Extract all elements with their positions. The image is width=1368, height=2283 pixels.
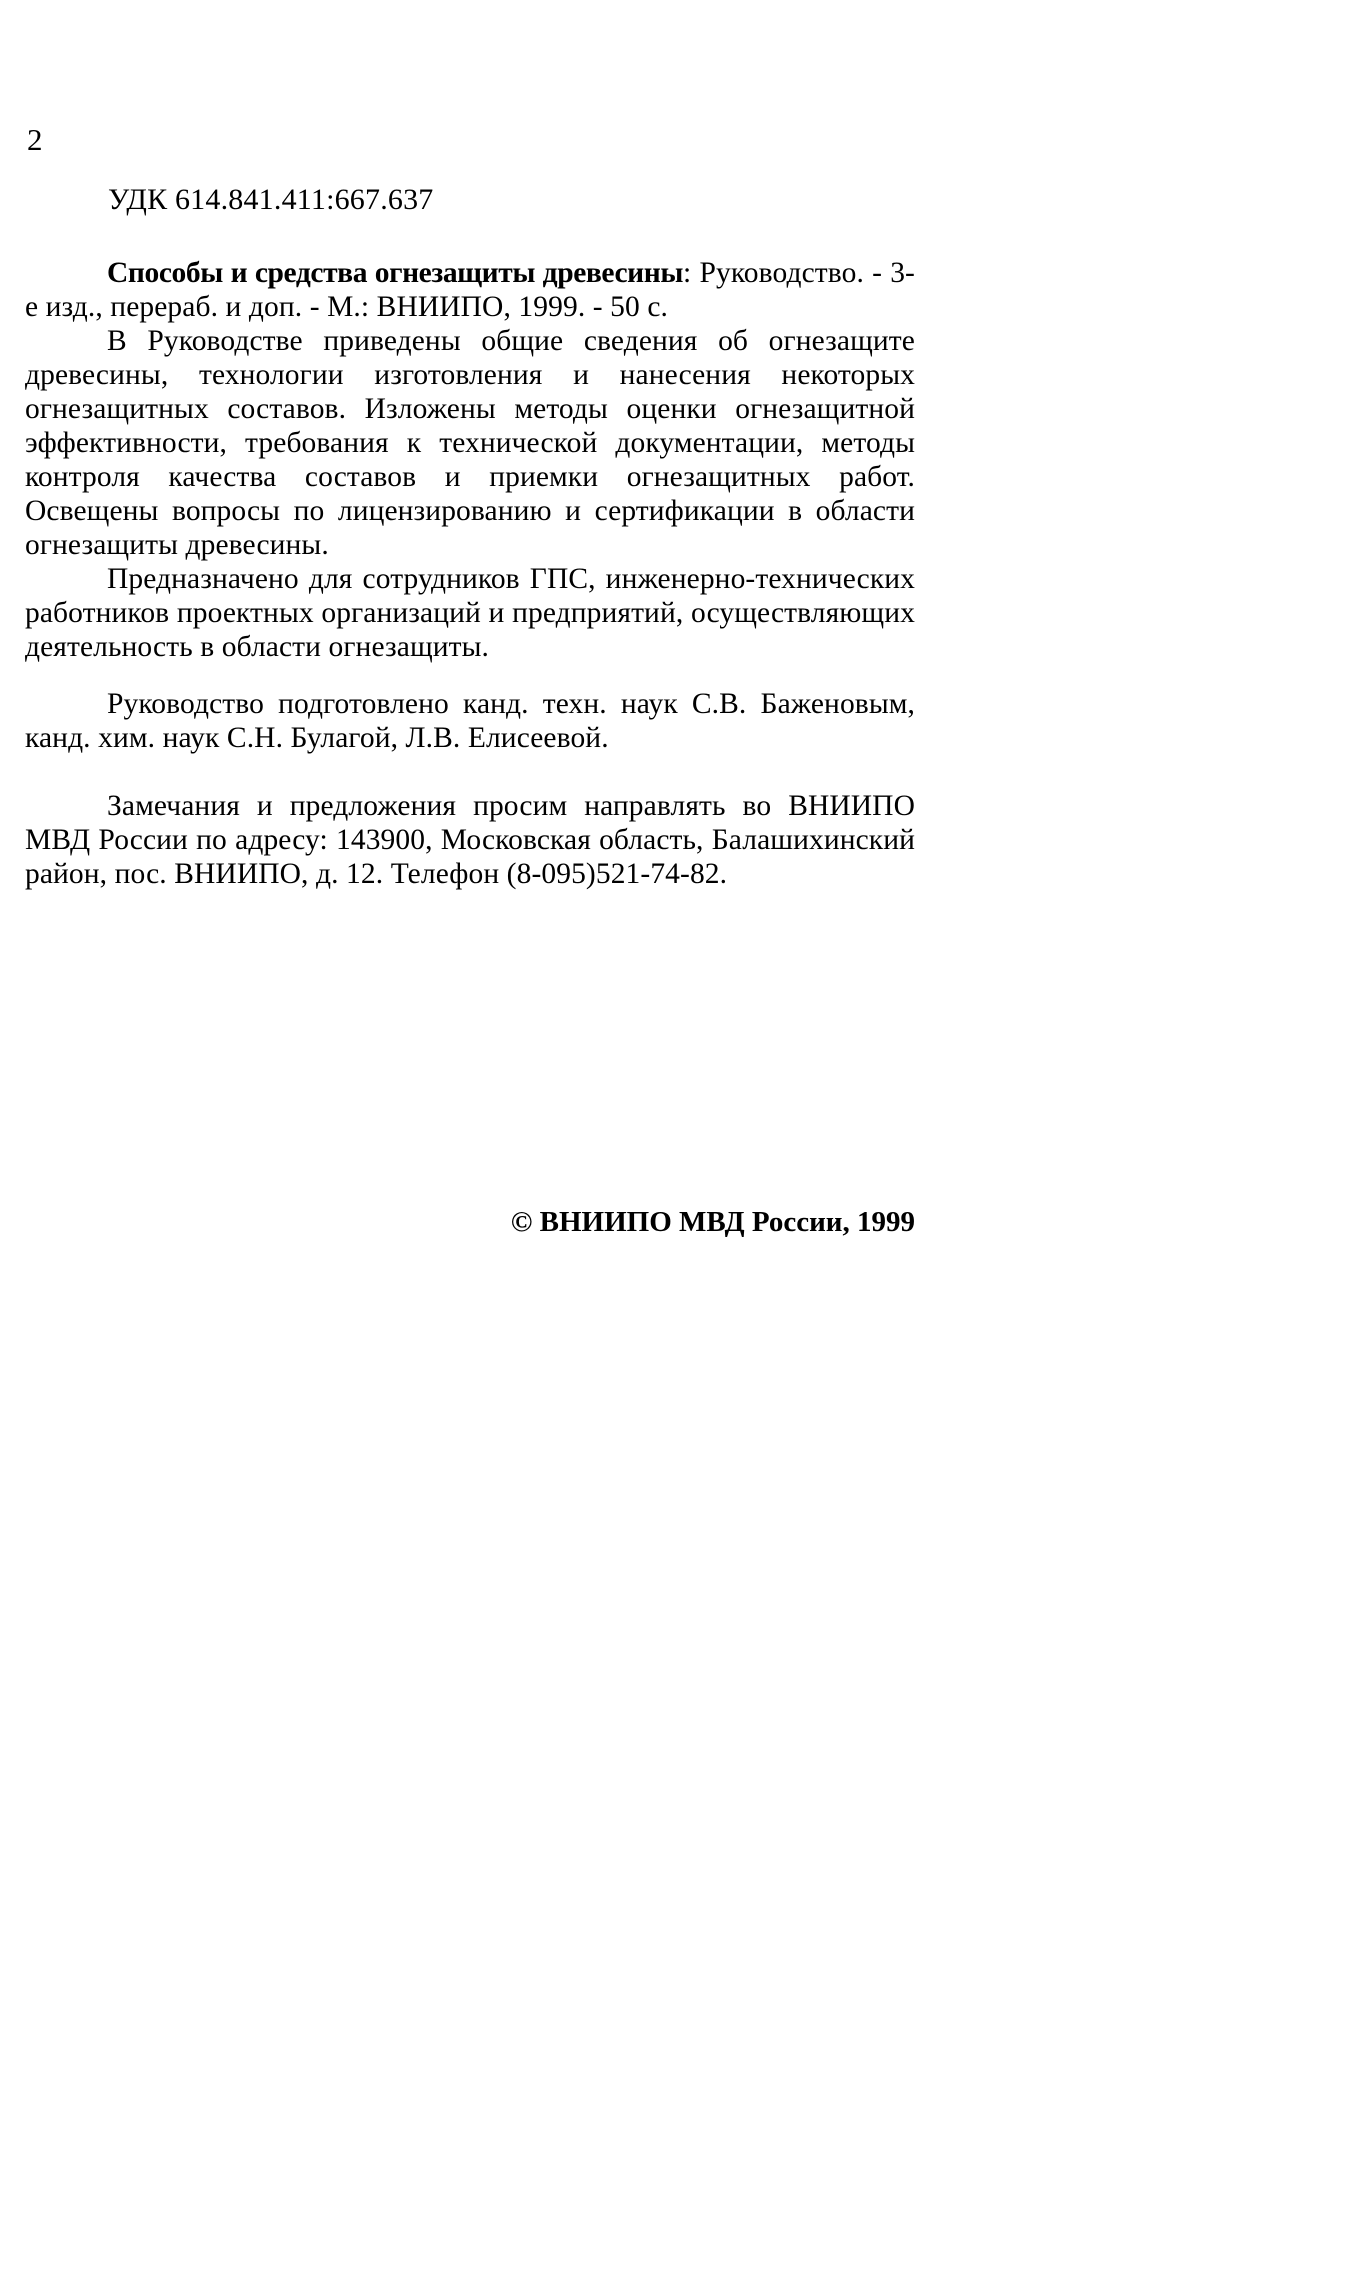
contact-paragraph: Замечания и предложения просим направлять во ВНИИПО МВД России по адресу: 143900, Московская область, Балашихинский район, пос. ВНИИПО, д. 12. Телефон (8-095)521-74-82.	[25, 790, 915, 890]
copyright-notice: © ВНИИПО МВД России, 1999	[510, 1206, 915, 1238]
authors-block	[25, 687, 915, 755]
annotation-block	[25, 256, 915, 664]
abstract-paragraph-2: Предназначено для сотрудников ГПС, инженерно-технических работников проектных организаций и предприятий, осуществляющих деятельность в области огнезащиты.	[25, 563, 915, 663]
bibliographic-record	[25, 256, 915, 324]
udk-code: УДК 614.841.411:667.637	[108, 183, 434, 216]
authors-paragraph: Руководство подготовлено канд. техн. наук С.В. Баженовым, канд. хим. наук С.Н. Булагой, Л.В. Елисеевой.	[25, 688, 915, 754]
bibliographic-description: : Руководство. - 3-е изд., перераб. и доп. - М.: ВНИИПО, 1999. - 50 с.	[25, 257, 915, 323]
abstract-paragraph-1: В Руководстве приведены общие сведения об огнезащите древесины, технологии изготовления и нанесения некоторых огнезащитных составов. Изложены методы оценки огнезащитной эффективности, требования к технической документации, методы контроля качества составов и приемки огнезащитных работ. Освещены вопросы по лицензированию и сертификации в области огнезащиты древесины.	[25, 325, 915, 561]
document-page	[0, 0, 940, 1569]
contact-block	[25, 789, 915, 891]
book-title: Способы и средства огнезащиты древесины	[107, 257, 684, 289]
page-number: 2	[27, 122, 43, 157]
